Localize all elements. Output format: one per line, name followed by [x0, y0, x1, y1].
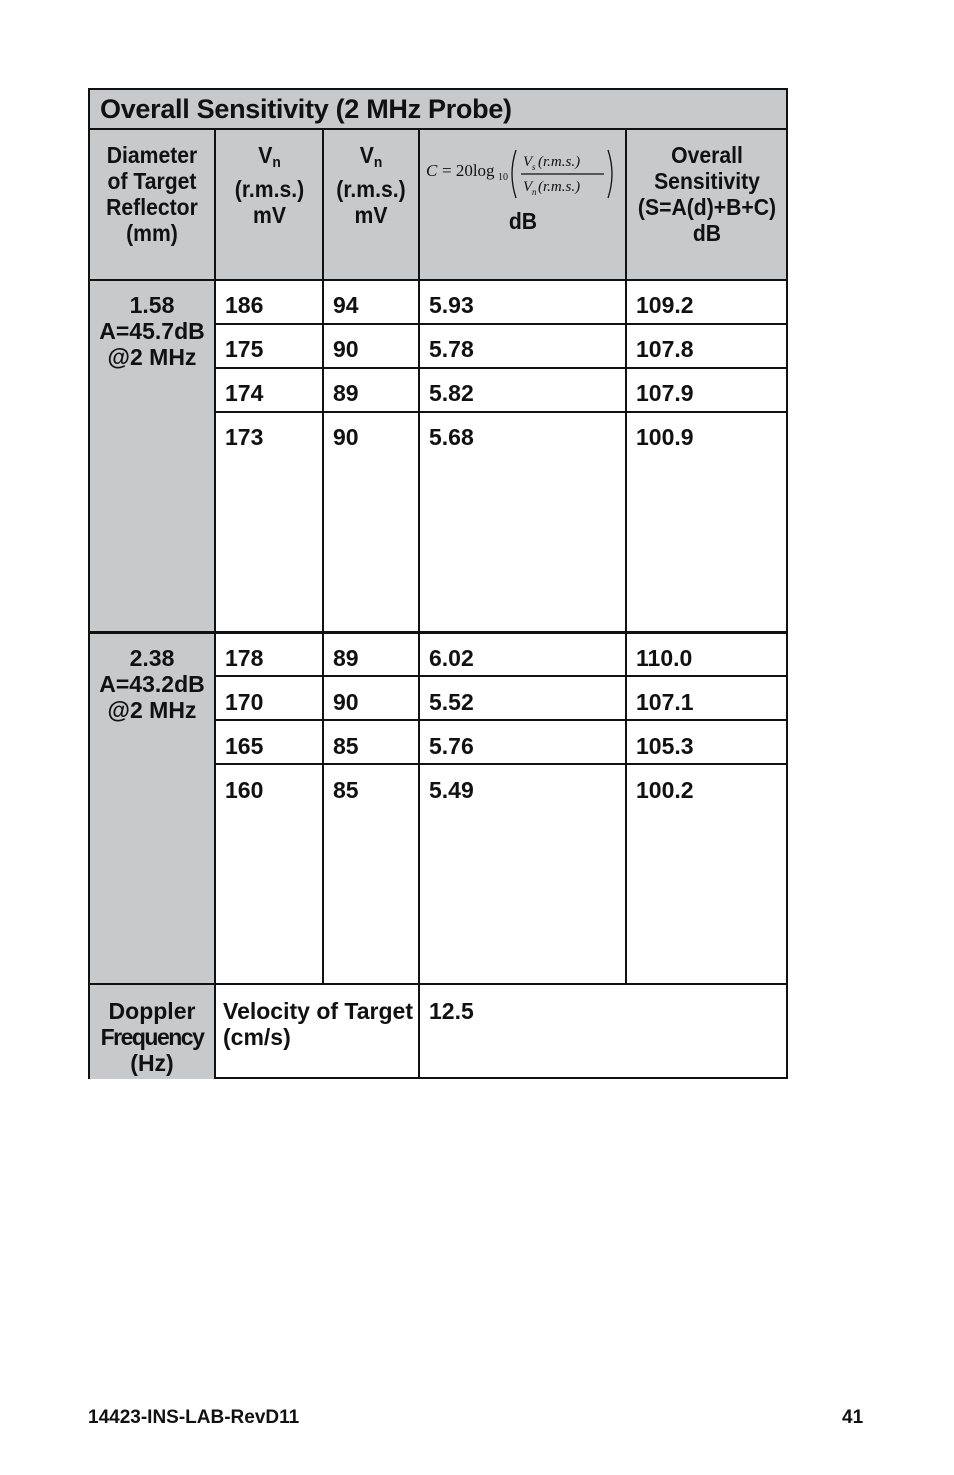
table-title: Overall Sensitivity (2 MHz Probe) — [100, 94, 512, 124]
table-cell: 5.78 — [429, 336, 474, 362]
divider — [214, 719, 786, 721]
header-diameter — [95, 142, 209, 246]
sensitivity-table — [88, 88, 788, 1079]
group1-diameter: 1.58 — [129, 292, 175, 318]
table-cell: 5.82 — [429, 380, 474, 406]
divider — [214, 130, 216, 1079]
vn-letter: V — [359, 142, 374, 168]
formula-unit: dB — [508, 208, 538, 234]
formula-equation — [420, 140, 626, 210]
vn-unit-rms: (r.m.s.) — [336, 176, 406, 202]
table-cell: 5.68 — [429, 424, 474, 450]
table-cell: 6.02 — [429, 645, 474, 671]
velocity-value: 12.5 — [429, 998, 474, 1024]
divider — [214, 323, 786, 325]
header-diameter-text: Diameter of Target Reflector (mm) — [106, 142, 198, 246]
table-cell: 89 — [333, 380, 359, 406]
table-cell: 174 — [225, 380, 264, 406]
table-cell: 178 — [225, 645, 264, 671]
table-cell: 90 — [333, 336, 359, 362]
velocity-label-line1: Velocity of Target — [223, 998, 414, 1024]
vn-subscript: n — [373, 154, 383, 171]
footer-doc-id: 14423-INS-LAB-RevD11 — [88, 1407, 300, 1428]
svg-text:n: n — [532, 187, 537, 197]
table-cell: 100.2 — [636, 777, 694, 803]
divider — [214, 675, 786, 677]
table-cell: 100.9 — [636, 424, 694, 450]
divider — [90, 983, 786, 985]
page-number: 41 — [842, 1407, 864, 1428]
table-cell: 5.52 — [429, 689, 474, 715]
header-overall — [634, 142, 779, 246]
table-cell: 90 — [333, 424, 359, 450]
velocity-label — [223, 998, 413, 1050]
doppler-label-line3: (Hz) — [130, 1050, 174, 1076]
velocity-label-line2: (cm/s) — [223, 1024, 291, 1050]
svg-text:V: V — [523, 154, 533, 170]
table-cell: 89 — [333, 645, 359, 671]
svg-text:10: 10 — [498, 172, 508, 183]
group1-a-value: A=45.7dB — [99, 318, 205, 344]
table-cell: 85 — [333, 733, 359, 759]
table-cell: 85 — [333, 777, 359, 803]
divider — [90, 631, 786, 634]
header-formula — [420, 140, 626, 270]
doppler-label — [89, 998, 215, 1076]
header-vs — [220, 142, 318, 228]
svg-text:= 20log: = 20log — [442, 161, 495, 180]
vn-unit-mv: mV — [354, 202, 388, 228]
divider — [418, 130, 420, 1079]
svg-text:s: s — [532, 162, 536, 172]
table-cell: 110.0 — [636, 645, 693, 671]
vs-letter: V — [258, 142, 273, 168]
svg-text:C: C — [426, 161, 438, 180]
table-title-bar — [90, 90, 786, 130]
divider — [322, 130, 324, 983]
header-vn-symbol — [328, 142, 414, 176]
svg-text:(r.m.s.): (r.m.s.) — [538, 179, 581, 195]
divider — [214, 411, 786, 413]
table-cell: 107.1 — [636, 689, 694, 715]
divider — [214, 367, 786, 369]
header-overall-text: Overall Sensitivity (S=A(d)+B+C) dB — [637, 142, 777, 246]
table-cell: 94 — [333, 292, 359, 318]
group2-a-value: A=43.2dB — [99, 671, 205, 697]
svg-text:(r.m.s.): (r.m.s.) — [538, 154, 581, 170]
vs-unit-rms: (r.m.s.) — [234, 176, 305, 202]
divider — [90, 279, 786, 281]
table-cell: 107.9 — [636, 380, 694, 406]
table-cell: 175 — [225, 336, 264, 362]
doppler-label-line2: Frequency — [100, 1024, 204, 1050]
divider — [625, 130, 627, 983]
group1-frequency: @2 MHz — [107, 344, 197, 370]
doppler-label-line1: Doppler — [108, 998, 196, 1024]
table-cell: 186 — [225, 292, 264, 318]
divider — [214, 763, 786, 765]
header-vn — [328, 142, 414, 228]
table-cell: 107.8 — [636, 336, 694, 362]
table-cell: 5.49 — [429, 777, 474, 803]
svg-text:V: V — [523, 179, 533, 195]
table-cell: 160 — [225, 777, 264, 803]
header-vs-symbol — [220, 142, 318, 176]
vs-subscript: n — [272, 154, 281, 171]
table-cell: 5.76 — [429, 733, 474, 759]
table-cell: 170 — [225, 689, 264, 715]
table-cell: 105.3 — [636, 733, 694, 759]
table-cell: 90 — [333, 689, 359, 715]
group2-diameter: 2.38 — [129, 645, 175, 671]
group1-label — [89, 292, 215, 370]
group2-label — [89, 645, 215, 723]
vs-unit-mv: mV — [253, 202, 286, 228]
group2-frequency: @2 MHz — [107, 697, 197, 723]
table-cell: 165 — [225, 733, 264, 759]
table-cell: 109.2 — [636, 292, 694, 318]
table-cell: 5.93 — [429, 292, 474, 318]
table-cell: 173 — [225, 424, 264, 450]
